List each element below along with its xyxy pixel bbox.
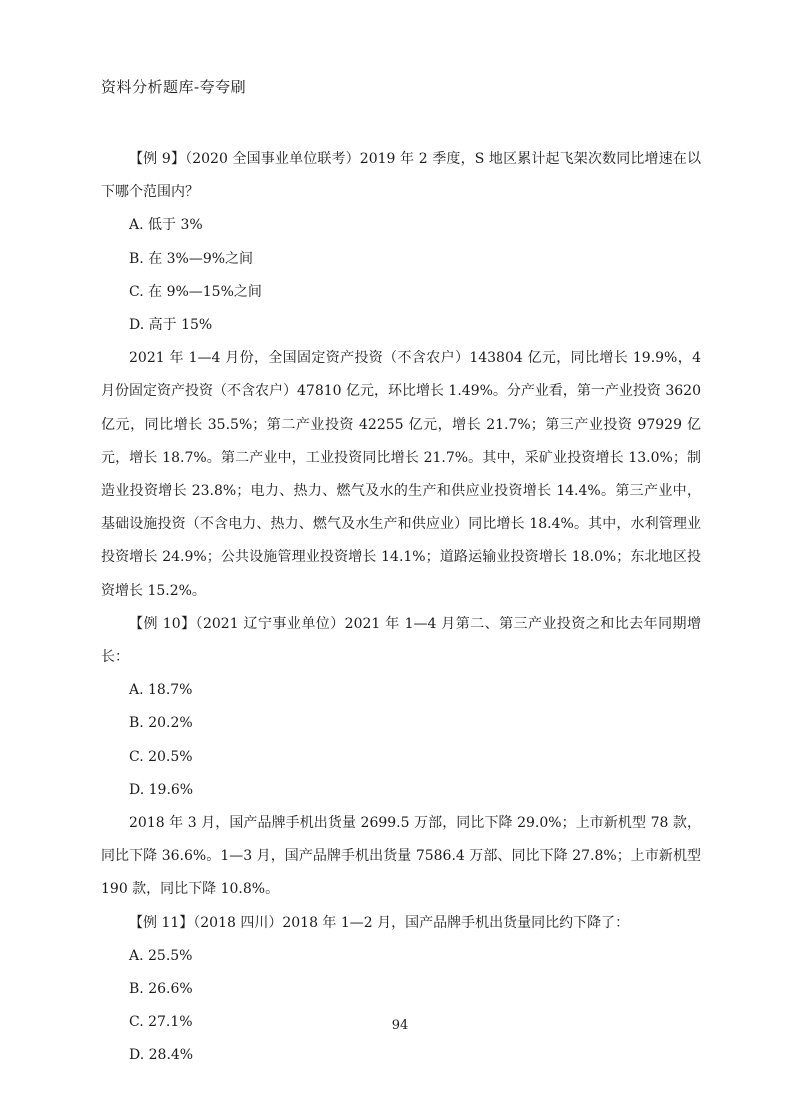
material-paragraph-phones: 2018 年 3 月，国产品牌手机出货量 2699.5 万部，同比下降 29.0%；上市新机型 78 款，同比下降 36.6%。1—3 月，国产品牌手机出货量 7586.4 万部、同比下降 27.8%；上市新机型 190 款，同比下降 10.8%。 [101,815,701,898]
document-body [101,143,701,1073]
question-10-option-a: A. 18.7% [129,682,193,699]
question-10-option-b: B. 20.2% [129,715,193,732]
question-11-stem: 【例 11】（2018 四川）2018 年 1—2 月，国产品牌手机出货量同比约下降了： [129,914,630,931]
question-9-option-d: D. 高于 15% [129,317,213,334]
page-header-title: 资料分析题库-夸夸刷 [101,78,247,96]
question-10-option-c: C. 20.5% [129,748,193,765]
page-number: 94 [391,1018,409,1033]
question-9-stem: 【例 9】（2020 全国事业单位联考）2019 年 2 季度，S 地区累计起飞架次数同比增速在以下哪个范围内？ [101,151,701,201]
question-11-option-d: D. 28.4% [129,1047,194,1064]
question-11-option-c: C. 27.1% [129,1014,193,1031]
question-9-option-b: B. 在 3%—9%之间 [129,250,254,267]
question-11-option-a: A. 25.5% [129,947,193,964]
question-11-option-b: B. 26.6% [129,981,193,998]
question-10-option-d: D. 19.6% [129,781,194,798]
question-9-option-a: A. 低于 3% [129,217,203,234]
material-paragraph-investment: 2021 年 1—4 月份，全国固定资产投资（不含农户）143804 亿元，同比增长 19.9%，4 月份固定资产投资（不含农户）47810 亿元，环比增长 1.49%。分产业看，第一产业投资 3620 亿元，同比增长 35.5%；第二产业投资 42255 亿元，增长 21.7%；第三产业投资 97929 亿元，增长 18.7%。第二产业中，工业投资同比增长 21.7%。其中，采矿业投资增长 13.0%；制造业投资增长 23.8%；电力、热力、燃气及水的生产和供应业投资增长 14.4%。第三产业中，基础设施投资（不含电力、热力、燃气及水生产和供应业）同比增长 18.4%。其中，水利管理业投资增长 24.9%；公共设施管理业投资增长 14.1%；道路运输业投资增长 18.0%；东北地区投资增长 15.2%。 [101,350,701,599]
question-9-option-c: C. 在 9%—15%之间 [129,283,262,300]
question-10-stem: 【例 10】（2021 辽宁事业单位）2021 年 1—4 月第二、第三产业投资之和比去年同期增长： [101,615,701,666]
